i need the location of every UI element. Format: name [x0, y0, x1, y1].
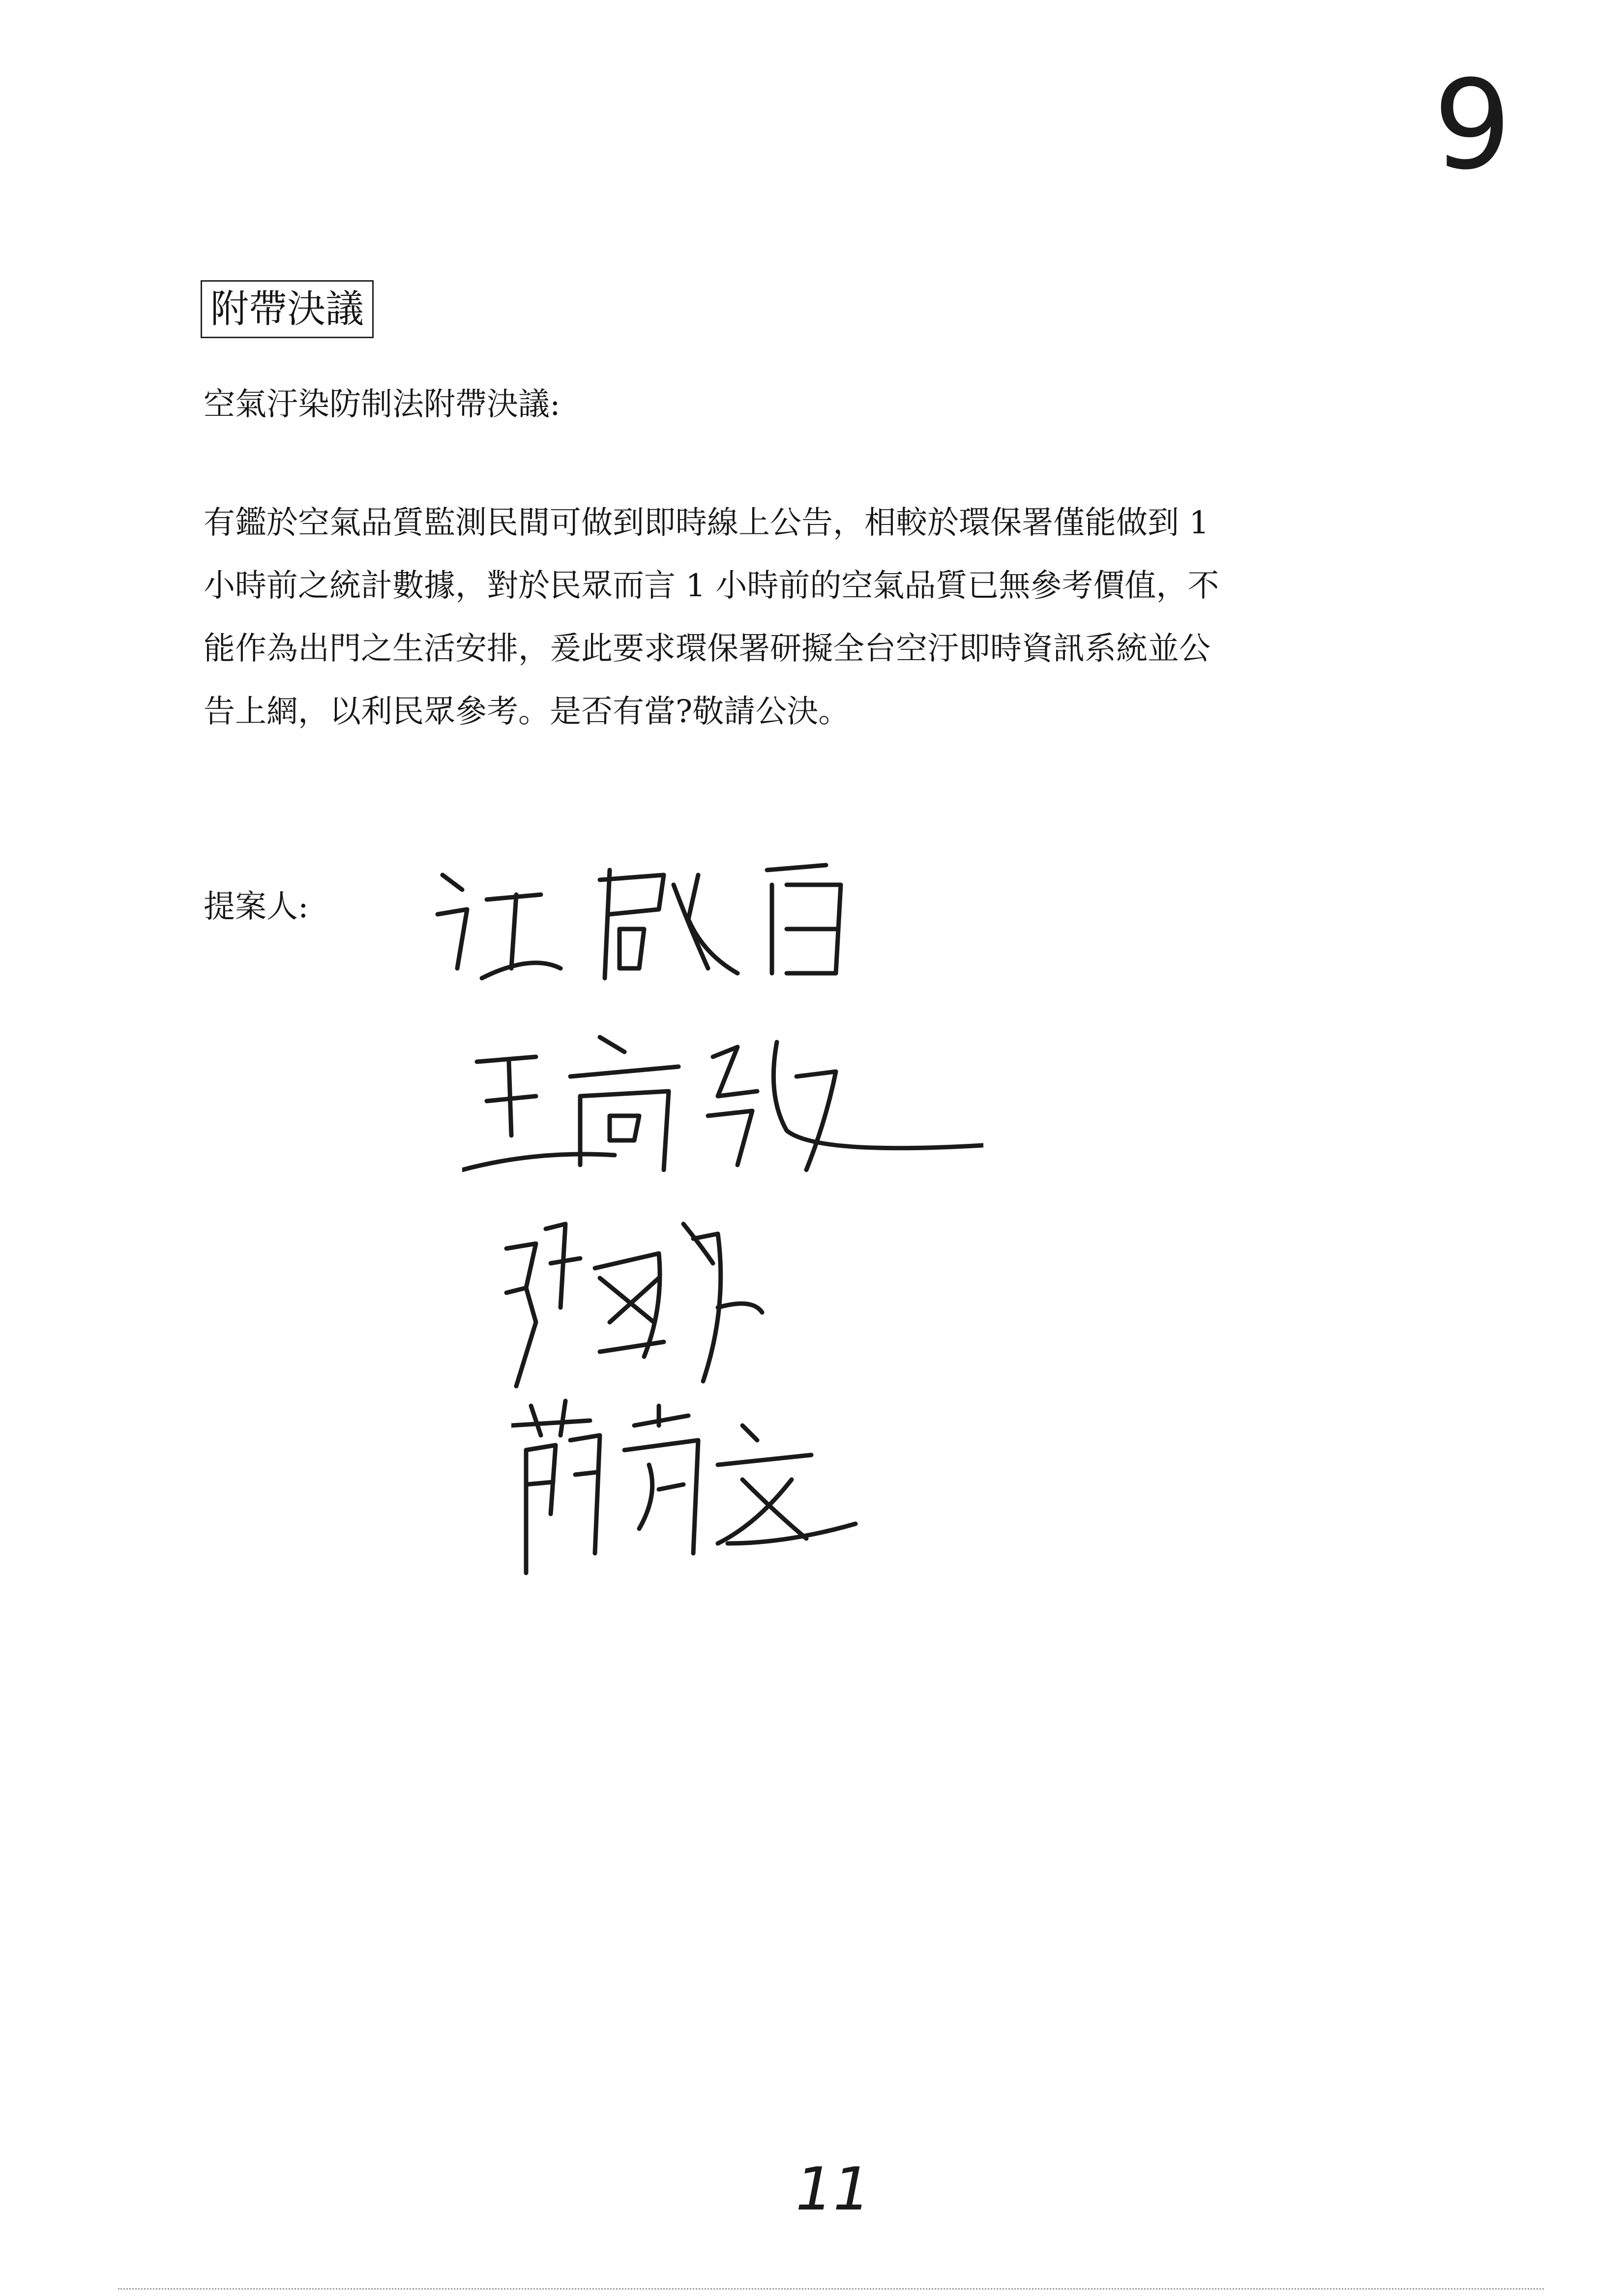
footer-page-number: 11	[796, 2155, 871, 2224]
proposer-label: 提案人:	[204, 889, 309, 925]
resolution-body	[204, 492, 1408, 743]
signature-3	[497, 1209, 772, 1396]
bottom-rule	[118, 2288, 1544, 2290]
section-label-box: 附帶決議	[201, 280, 374, 338]
handwritten-page-number: 9	[1433, 54, 1512, 197]
signature-2	[462, 1022, 983, 1185]
resolution-body-line: 小時前之統計數據，對於民眾而言 1 小時前的空氣品質已無參考價值，不	[204, 568, 1219, 604]
resolution-body-line: 告上網，以利民眾參考。是否有當?敬請公決。	[204, 694, 850, 730]
resolution-body-line: 能作為出門之生活安排，爰此要求環保署研擬全台空汙即時資訊系統並公	[204, 631, 1211, 667]
signature-1	[433, 855, 865, 988]
resolution-body-line: 有鑑於空氣品質監測民間可做到即時線上公告，相較於環保署僅能做到 1	[204, 505, 1210, 541]
signature-4	[511, 1396, 875, 1583]
resolution-title: 空氣汙染防制法附帶決議:	[204, 386, 561, 423]
